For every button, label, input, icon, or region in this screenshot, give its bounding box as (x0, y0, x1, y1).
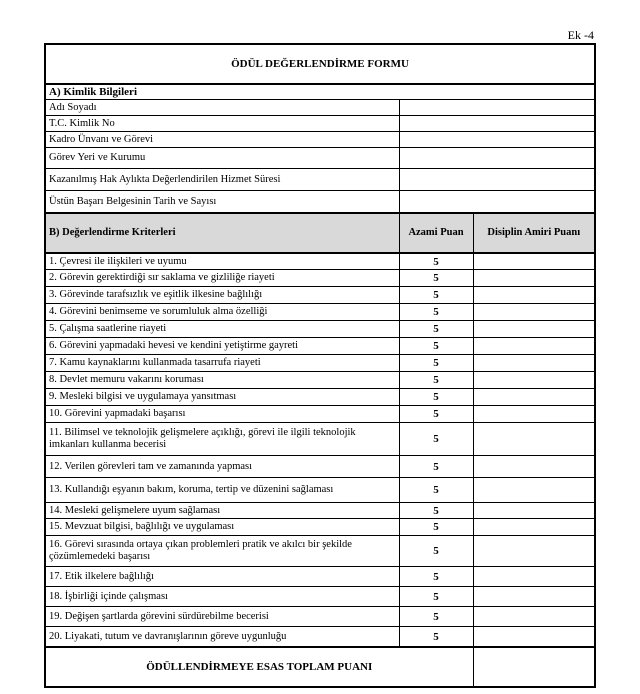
criteria-row (45, 456, 595, 478)
max-points-value: 5 (399, 270, 473, 287)
identity-field-label: Üstün Başarı Belgesinin Tarih ve Sayısı (45, 191, 399, 214)
criteria-label: 14. Mesleki gelişmelere uyum sağlaması (45, 503, 399, 519)
supervisor-points-header: Disiplin Amiri Puanı (473, 213, 595, 253)
identity-row (45, 169, 595, 191)
max-points-value: 5 (399, 287, 473, 304)
max-points-value: 5 (399, 372, 473, 389)
supervisor-points-field[interactable] (473, 478, 595, 503)
criteria-label: 10. Görevini yapmadaki başarısı (45, 406, 399, 423)
identity-row (45, 132, 595, 148)
max-points-value: 5 (399, 503, 473, 519)
max-points-value: 5 (399, 355, 473, 372)
supervisor-points-field[interactable] (473, 423, 595, 456)
identity-row (45, 100, 595, 116)
max-points-value: 5 (399, 389, 473, 406)
criteria-label: 3. Görevinde tarafsızlık ve eşitlik ilkesine bağlılığı (45, 287, 399, 304)
supervisor-points-field[interactable] (473, 607, 595, 627)
max-points-value: 5 (399, 478, 473, 503)
max-points-value: 5 (399, 587, 473, 607)
criteria-row (45, 355, 595, 372)
supervisor-points-field[interactable] (473, 587, 595, 607)
criteria-row (45, 338, 595, 355)
identity-field-label: Adı Soyadı (45, 100, 399, 116)
criteria-label: 19. Değişen şartlarda görevini sürdürebilme becerisi (45, 607, 399, 627)
supervisor-points-field[interactable] (473, 270, 595, 287)
identity-field-value[interactable] (399, 191, 595, 214)
criteria-row (45, 270, 595, 287)
criteria-row (45, 423, 595, 456)
supervisor-points-field[interactable] (473, 456, 595, 478)
criteria-row (45, 519, 595, 536)
criteria-row (45, 627, 595, 648)
supervisor-points-field[interactable] (473, 304, 595, 321)
criteria-label: 2. Görevin gerektirdiği sır saklama ve gizliliğe riayeti (45, 270, 399, 287)
criteria-label: 7. Kamu kaynaklarını kullanmada tasarrufa riayeti (45, 355, 399, 372)
total-points-field[interactable] (473, 647, 595, 687)
identity-field-value[interactable] (399, 169, 595, 191)
award-evaluation-form (44, 43, 596, 688)
supervisor-points-field[interactable] (473, 389, 595, 406)
criteria-row (45, 478, 595, 503)
supervisor-points-field[interactable] (473, 519, 595, 536)
max-points-value: 5 (399, 338, 473, 355)
criteria-section-heading: B) Değerlendirme Kriterleri (45, 213, 399, 253)
form-title: ÖDÜL DEĞERLENDİRME FORMU (45, 44, 595, 84)
max-points-value: 5 (399, 423, 473, 456)
criteria-label: 1. Çevresi ile ilişkileri ve uyumu (45, 253, 399, 270)
max-points-value: 5 (399, 456, 473, 478)
max-points-value: 5 (399, 567, 473, 587)
supervisor-points-field[interactable] (473, 287, 595, 304)
identity-section-heading: A) Kimlik Bilgileri (45, 84, 595, 100)
identity-field-label: Görev Yeri ve Kurumu (45, 148, 399, 169)
max-points-value: 5 (399, 519, 473, 536)
supervisor-points-field[interactable] (473, 406, 595, 423)
criteria-row (45, 372, 595, 389)
criteria-row (45, 406, 595, 423)
criteria-label: 4. Görevini benimseme ve sorumluluk alma özelliği (45, 304, 399, 321)
criteria-row (45, 253, 595, 270)
criteria-label: 17. Etik ilkelere bağlılığı (45, 567, 399, 587)
supervisor-points-field[interactable] (473, 321, 595, 338)
criteria-label: 6. Görevini yapmadaki hevesi ve kendini yetiştirme gayreti (45, 338, 399, 355)
identity-field-value[interactable] (399, 100, 595, 116)
criteria-label: 12. Verilen görevleri tam ve zamanında yapması (45, 456, 399, 478)
criteria-row (45, 304, 595, 321)
criteria-label: 13. Kullandığı eşyanın bakım, koruma, tertip ve düzenini sağlaması (45, 478, 399, 503)
max-points-value: 5 (399, 304, 473, 321)
criteria-label: 18. İşbirliği içinde çalışması (45, 587, 399, 607)
criteria-label: 20. Liyakati, tutum ve davranışlarının göreve uygunluğu (45, 627, 399, 648)
criteria-row (45, 389, 595, 406)
identity-field-label: Kadro Ünvanı ve Görevi (45, 132, 399, 148)
identity-field-label: T.C. Kimlik No (45, 116, 399, 132)
supervisor-points-field[interactable] (473, 355, 595, 372)
max-points-value: 5 (399, 253, 473, 270)
max-points-value: 5 (399, 321, 473, 338)
criteria-label: 15. Mevzuat bilgisi, bağlılığı ve uygulaması (45, 519, 399, 536)
supervisor-points-field[interactable] (473, 338, 595, 355)
supervisor-points-field[interactable] (473, 627, 595, 648)
max-points-value: 5 (399, 406, 473, 423)
identity-row (45, 116, 595, 132)
criteria-label: 11. Bilimsel ve teknolojik gelişmelere açıklığı, görevi ile ilgili teknolojik imkanları kullanma becerisi (45, 423, 399, 456)
criteria-row (45, 607, 595, 627)
max-points-header: Azami Puan (399, 213, 473, 253)
supervisor-points-field[interactable] (473, 372, 595, 389)
annex-label: Ek -4 (567, 28, 594, 42)
max-points-value: 5 (399, 607, 473, 627)
max-points-value: 5 (399, 536, 473, 567)
criteria-label: 16. Görevi sırasında ortaya çıkan problemleri pratik ve akılcı bir şekilde çözümlemedeki başarısı (45, 536, 399, 567)
criteria-label: 9. Mesleki bilgisi ve uygulamaya yansıtması (45, 389, 399, 406)
supervisor-points-field[interactable] (473, 253, 595, 270)
identity-field-label: Kazanılmış Hak Aylıkta Değerlendirilen Hizmet Süresi (45, 169, 399, 191)
identity-field-value[interactable] (399, 116, 595, 132)
supervisor-points-field[interactable] (473, 536, 595, 567)
max-points-value: 5 (399, 627, 473, 648)
identity-row (45, 191, 595, 214)
criteria-row (45, 503, 595, 519)
criteria-row (45, 567, 595, 587)
criteria-row (45, 587, 595, 607)
supervisor-points-field[interactable] (473, 567, 595, 587)
criteria-label: 5. Çalışma saatlerine riayeti (45, 321, 399, 338)
criteria-label: 8. Devlet memuru vakarını koruması (45, 372, 399, 389)
identity-field-value[interactable] (399, 132, 595, 148)
criteria-row (45, 287, 595, 304)
identity-field-value[interactable] (399, 148, 595, 169)
supervisor-points-field[interactable] (473, 503, 595, 519)
total-points-label: ÖDÜLLENDİRMEYE ESAS TOPLAM PUANI (45, 647, 473, 687)
criteria-row (45, 321, 595, 338)
identity-row (45, 148, 595, 169)
criteria-row (45, 536, 595, 567)
